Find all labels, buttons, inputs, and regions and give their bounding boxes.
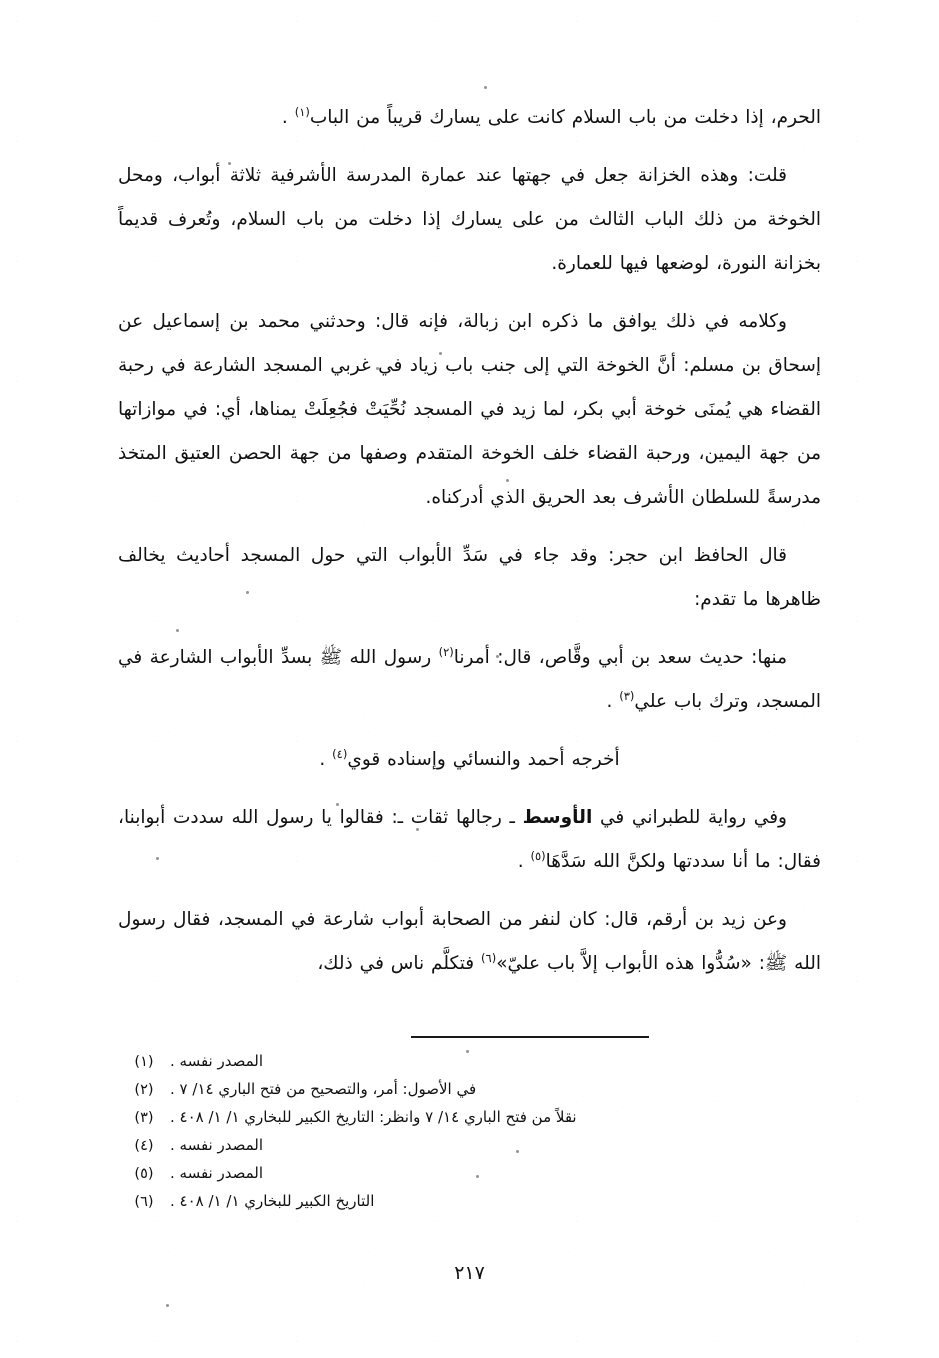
- paragraph-6: [118, 738, 821, 782]
- paragraph-5: [118, 636, 821, 724]
- footnote-marker[interactable]: (٦): [134, 1194, 154, 1210]
- paragraph-5-text-before: منها: حديث سعد بن أبي وقَّاص، قال: أمرنا: [453, 647, 788, 668]
- footnote-text: في الأصول: أمر، والتصحيح من فتح الباري ١٤/ ٧ .: [170, 1080, 477, 1098]
- footnote-text: نقلاً من فتح الباري ١٤/ ٧ وانظر: التاريخ الكبير للبخاري ١/ ١/ ٤٠٨ .: [170, 1108, 577, 1126]
- scan-speck: [166, 1304, 169, 1307]
- paragraph-5-text-mid: رسول الله ﷺ بسدِّ الأبواب الشارعة في المسجد، وترك باب علي: [118, 647, 821, 712]
- paragraph-8-trailing: فتكلَّم ناس في ذلك،: [317, 953, 481, 974]
- footnote-item: [118, 1132, 821, 1160]
- paragraph-7-text-before: وفي رواية للطبراني في: [592, 807, 787, 828]
- footnote-marker[interactable]: (٣): [134, 1110, 154, 1126]
- footnote-marker[interactable]: (٢): [134, 1082, 154, 1098]
- paragraph-3: [118, 300, 821, 520]
- paragraph-6-trailing: .: [319, 749, 333, 770]
- paragraph-1-trailing: .: [281, 107, 295, 128]
- footnote-marker[interactable]: (١): [134, 1054, 154, 1070]
- page-number: ٢١٧: [454, 1262, 485, 1284]
- paragraph-3-text: وكلامه في ذلك يوافق ما ذكره ابن زبالة، فإنه قال: وحدثني محمد بن إسماعيل عن إسحاق بن مسلم: أنَّ الخوخة التي إلى جنب باب زياد في غربي المسجد الشارعة في رحبة القضاء هي يُمنَى خوخة أبي بكر، لما زيد في المسجد نُحِّيَتْ فجُعِلَتْ يمناها، أي: في موازاتها من جهة اليمين، ورحبة القضاء خلف الخوخة المتقدم وصفها من جهة الحصن العتيق المتخذ مدرسةً للسلطان الأشرف بعد الحريق الذي أدركناه.: [118, 311, 821, 508]
- footnote-marker[interactable]: (٤): [134, 1138, 154, 1154]
- footnote-text: المصدر نفسه .: [170, 1164, 264, 1182]
- paragraph-6-text: أخرجه أحمد والنسائي وإسناده قوي: [347, 749, 620, 770]
- footnote-ref-4[interactable]: (٤): [332, 746, 348, 761]
- footnote-ref-6[interactable]: (٦): [481, 950, 497, 965]
- footnote-ref-5[interactable]: (٥): [530, 848, 546, 863]
- paragraph-4-text: قال الحافظ ابن حجر: وقد جاء في سَدِّ الأبواب التي حول المسجد أحاديث يخالف ظاهرها ما تقدم:: [118, 545, 821, 610]
- scan-speck: [484, 86, 487, 89]
- body-text-block: [118, 96, 821, 1000]
- footnote-list: [118, 1048, 821, 1216]
- source-title-al-awsat: الأوسط: [522, 807, 593, 828]
- paragraph-2-text: قلت: وهذه الخزانة جعل في جهتها عند عمارة المدرسة الأشرفية ثلاثة أبواب، ومحل الخوخة من ذلك الباب الثالث من على يسارك إذا دخلت من باب السلام، وتُعرف قديماً بخزانة النورة، لوضعها فيها للعمارة.: [118, 165, 821, 274]
- paragraph-8: [118, 898, 821, 986]
- paragraph-7-trailing: .: [517, 851, 531, 872]
- footnote-marker[interactable]: (٥): [134, 1166, 154, 1182]
- footnote-item: [118, 1076, 821, 1104]
- footnote-item: [118, 1104, 821, 1132]
- footnote-item: [118, 1160, 821, 1188]
- footnote-item: [118, 1188, 821, 1216]
- paragraph-5-trailing: .: [606, 691, 620, 712]
- footnote-ref-1[interactable]: (١): [294, 104, 310, 119]
- footnote-text: المصدر نفسه .: [170, 1052, 264, 1070]
- footnote-separator-rule: [411, 1036, 649, 1038]
- paragraph-1-text: الحرم، إذا دخلت من باب السلام كانت على يسارك قريباً من الباب: [309, 107, 821, 128]
- paragraph-7: [118, 796, 821, 884]
- footnote-ref-3[interactable]: (٣): [619, 688, 635, 703]
- paragraph-8-text-before: وعن زيد بن أرقم، قال: كان لنفر من الصحابة أبواب شارعة في المسجد، فقال رسول الله ﷺ: «سُدُّوا هذه الأبواب إلاَّ باب عليّ»: [118, 909, 821, 974]
- paragraph-7-text-mid: ـ رجالها ثقات ـ: فقالوا يا رسول الله سددت أبوابنا، فقال: ما أنا سددتها ولكنَّ الله سَدَّهَا: [118, 807, 821, 872]
- footnote-text: المصدر نفسه .: [170, 1136, 264, 1154]
- paragraph-1: [118, 96, 821, 140]
- paragraph-4: [118, 534, 821, 622]
- footnote-ref-2[interactable]: (٢): [438, 644, 454, 659]
- paragraph-2: [118, 154, 821, 286]
- footnote-item: [118, 1048, 821, 1076]
- footnote-text: التاريخ الكبير للبخاري ١/ ١/ ٤٠٨ .: [170, 1192, 375, 1210]
